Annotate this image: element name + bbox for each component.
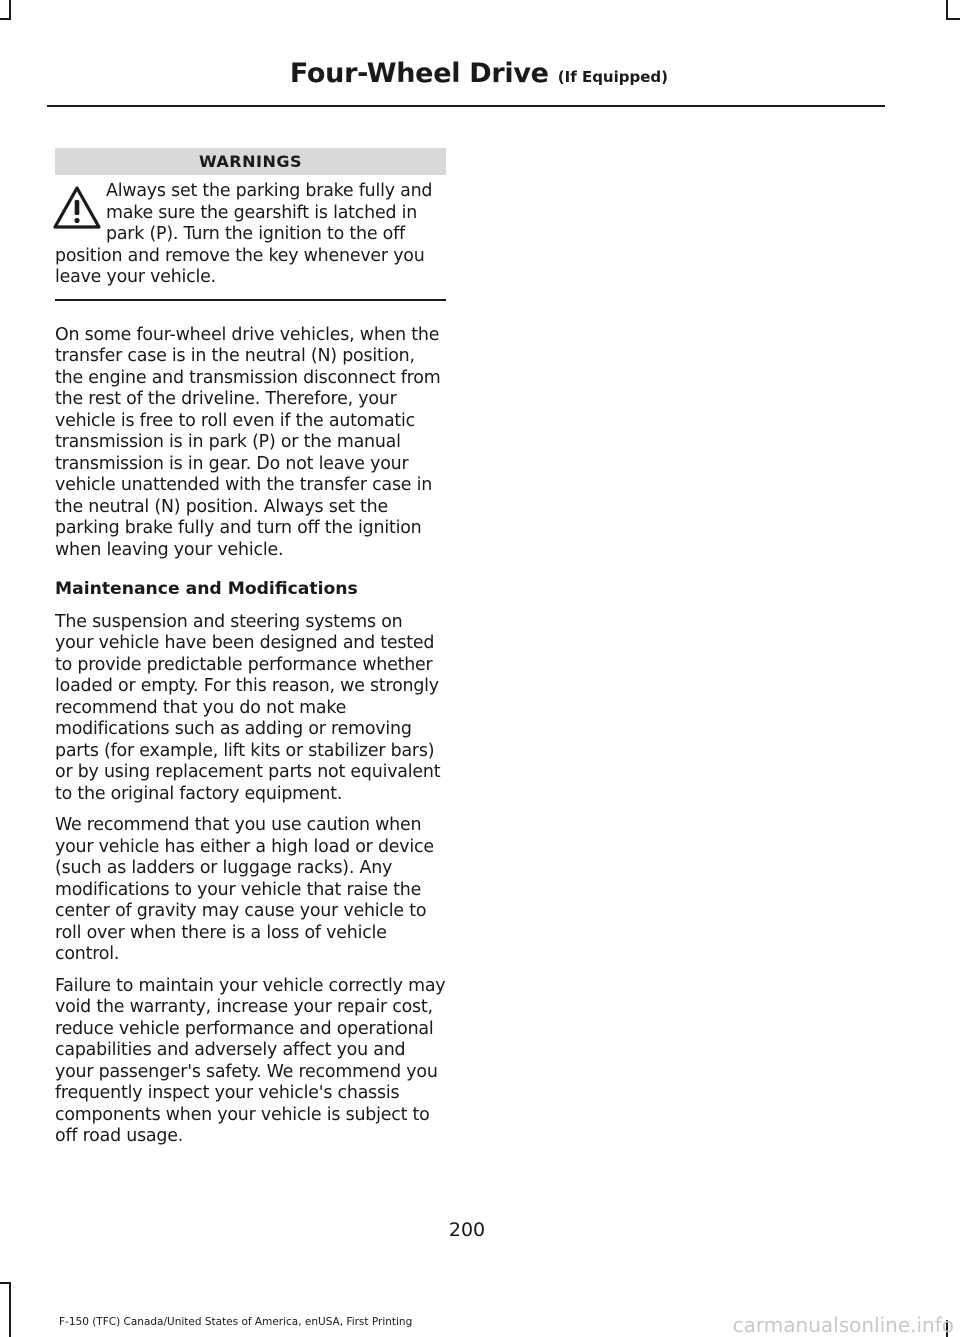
warning-triangle-icon xyxy=(53,185,101,231)
warnings-heading: WARNINGS xyxy=(55,148,446,175)
body-paragraph-3: We recommend that you use caution when your vehicle has either a high load or device (such as ladders or luggage racks). Any modifications to your vehicle that raise the center of gravity may cause your vehicle to roll over when there is a loss of vehicle control. xyxy=(55,815,434,964)
crop-mark-bottom-left-vertical xyxy=(9,1282,11,1337)
body-paragraph-2: The suspension and steering systems on your vehicle have been designed and tested to provide predictable performance whether loaded or empty. For this reason, we strongly recommend that you do not make modifications such as adding or removing parts (for example, lift kits or stabilizer bars) or by using replacement parts not equivalent to the original factory equipment. xyxy=(55,611,441,804)
crop-mark-top-right-vertical xyxy=(946,0,948,20)
warnings-box xyxy=(55,175,446,301)
header-rule xyxy=(47,105,885,107)
warnings-text: Always set the parking brake fully and make sure the gearshift is latched in park (P). Turn the ignition to the off position and remove the key whenever you leave your vehicle. xyxy=(55,181,433,287)
page-title xyxy=(290,58,668,89)
page-title-main: Four-Wheel Drive xyxy=(289,58,549,89)
page-number: 200 xyxy=(448,1219,486,1241)
crop-mark-top-right-horizontal xyxy=(946,18,960,20)
left-column xyxy=(55,148,446,1158)
section-heading: Maintenance and Modifications xyxy=(55,579,358,599)
body-paragraph-1: On some four-wheel drive vehicles, when the transfer case is in the neutral (N) position, the engine and transmission disconnect from the rest of the driveline. Therefore, your vehicle is free to roll even if the automatic transmission is in park (P) or the manual transmission is in gear. Do not leave your vehicle unattended with the transfer case in the neutral (N) position. Always set the parking brake fully and turn off the ignition when leaving your vehicle. xyxy=(55,324,441,560)
body-paragraph-4: Failure to maintain your vehicle correctly may void the warranty, increase your repair cost, reduce vehicle performance and operational capabilities and adversely affect you and your passenger's safety. We recommend you frequently inspect your vehicle's chassis components when your vehicle is subject to off road usage. xyxy=(55,975,446,1146)
watermark: carmanualsonline.info xyxy=(732,1313,954,1337)
footer-text: F-150 (TFC) Canada/United States of America, enUSA, First Printing xyxy=(59,1316,413,1328)
crop-mark-top-left-vertical xyxy=(9,0,11,20)
page-title-suffix: (If Equipped) xyxy=(557,68,668,86)
crop-mark-top-left-horizontal xyxy=(0,18,11,20)
crop-mark-bottom-left-horizontal xyxy=(0,1282,11,1284)
